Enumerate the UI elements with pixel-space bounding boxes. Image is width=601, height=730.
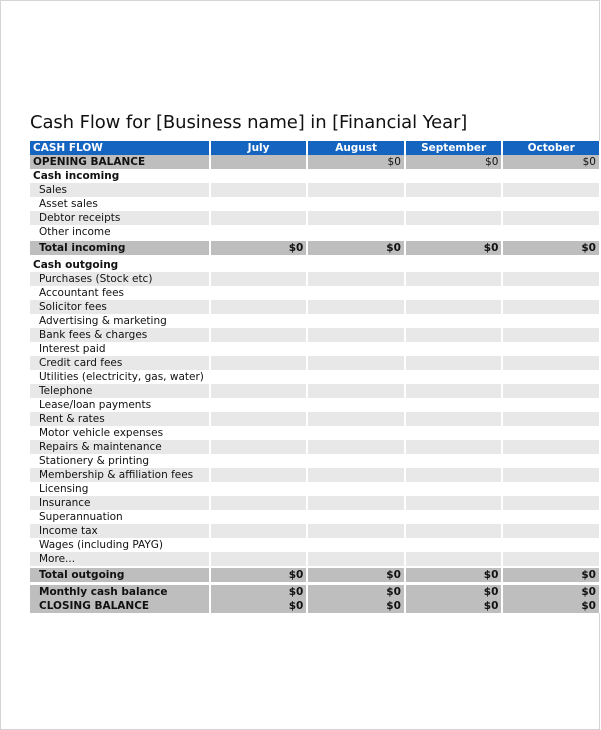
- cash-outgoing-item-cell[interactable]: [405, 300, 503, 314]
- cash-outgoing-item-label: Bank fees & charges: [30, 328, 210, 342]
- cash-incoming-item-row: [30, 225, 600, 240]
- cash-outgoing-item-cell[interactable]: [405, 440, 503, 454]
- empty-cell[interactable]: [502, 169, 600, 183]
- cash-outgoing-item-row: [30, 426, 600, 440]
- cash-incoming-heading-row: [30, 169, 600, 183]
- monthly-cash-balance-cell[interactable]: $0: [405, 585, 503, 599]
- cash-outgoing-item-label: Stationery & printing: [30, 454, 210, 468]
- cash-outgoing-item-cell[interactable]: [502, 454, 600, 468]
- cash-incoming-item-cell[interactable]: [210, 225, 308, 240]
- cash-outgoing-item-label: Motor vehicle expenses: [30, 426, 210, 440]
- cash-outgoing-item-cell[interactable]: [405, 328, 503, 342]
- month-header-october: October: [502, 141, 600, 155]
- header-row: [30, 141, 600, 155]
- cash-outgoing-item-row: [30, 412, 600, 426]
- empty-cell[interactable]: [307, 258, 405, 272]
- cash-outgoing-item-cell[interactable]: [502, 314, 600, 328]
- closing-balance-cell[interactable]: $0: [307, 599, 405, 613]
- total-incoming-cell[interactable]: $0: [502, 240, 600, 255]
- cash-outgoing-item-cell[interactable]: [210, 328, 308, 342]
- cash-outgoing-item-cell[interactable]: [502, 496, 600, 510]
- cash-outgoing-item-cell[interactable]: [210, 272, 308, 286]
- cash-incoming-item-label: Other income: [30, 225, 210, 240]
- cash-incoming-item-cell[interactable]: [307, 197, 405, 211]
- header-label: CASH FLOW: [30, 141, 210, 155]
- cash-outgoing-item-label: Utilities (electricity, gas, water): [30, 370, 210, 384]
- cash-outgoing-item-cell[interactable]: [307, 384, 405, 398]
- cash-outgoing-item-cell[interactable]: [210, 370, 308, 384]
- cash-outgoing-item-cell[interactable]: [502, 384, 600, 398]
- cash-outgoing-item-label: Telephone: [30, 384, 210, 398]
- cash-outgoing-item-cell[interactable]: [502, 300, 600, 314]
- cash-incoming-item-cell[interactable]: [307, 211, 405, 225]
- cash-outgoing-item-cell[interactable]: [210, 314, 308, 328]
- cash-outgoing-item-cell[interactable]: [405, 496, 503, 510]
- cash-incoming-item-cell[interactable]: [307, 183, 405, 197]
- cash-outgoing-item-cell[interactable]: [502, 342, 600, 356]
- cash-incoming-item-cell[interactable]: [210, 211, 308, 225]
- monthly-cash-balance-label: Monthly cash balance: [30, 585, 210, 599]
- cash-outgoing-item-row: [30, 272, 600, 286]
- opening-balance-cell[interactable]: [210, 155, 308, 169]
- opening-balance-row: [30, 155, 600, 169]
- cash-outgoing-item-cell[interactable]: [502, 468, 600, 482]
- cash-incoming-item-cell[interactable]: [405, 183, 503, 197]
- monthly-cash-balance-cell[interactable]: $0: [307, 585, 405, 599]
- cash-outgoing-item-cell[interactable]: [210, 356, 308, 370]
- cash-incoming-item-cell[interactable]: [307, 225, 405, 240]
- closing-balance-row: [30, 599, 600, 613]
- cash-outgoing-item-row: [30, 454, 600, 468]
- empty-cell[interactable]: [210, 258, 308, 272]
- cash-outgoing-item-cell[interactable]: [210, 300, 308, 314]
- cash-outgoing-item-cell[interactable]: [307, 356, 405, 370]
- cash-outgoing-item-row: [30, 286, 600, 300]
- cash-outgoing-item-cell[interactable]: [502, 412, 600, 426]
- cash-outgoing-item-row: [30, 510, 600, 524]
- cash-outgoing-item-cell[interactable]: [502, 272, 600, 286]
- cash-outgoing-item-cell[interactable]: [307, 496, 405, 510]
- cash-outgoing-item-row: [30, 524, 600, 538]
- cash-outgoing-item-cell[interactable]: [210, 454, 308, 468]
- cash-incoming-item-cell[interactable]: [210, 197, 308, 211]
- cash-outgoing-item-cell[interactable]: [307, 426, 405, 440]
- cash-outgoing-item-row: [30, 342, 600, 356]
- cash-outgoing-item-row: [30, 468, 600, 482]
- cash-outgoing-item-row: [30, 538, 600, 552]
- cash-outgoing-item-cell[interactable]: [307, 524, 405, 538]
- cash-outgoing-item-label: Rent & rates: [30, 412, 210, 426]
- cash-outgoing-item-cell[interactable]: [307, 538, 405, 552]
- cash-flow-table: [30, 141, 601, 613]
- cash-outgoing-item-cell[interactable]: [405, 286, 503, 300]
- cash-outgoing-item-cell[interactable]: [405, 468, 503, 482]
- cash-outgoing-item-cell[interactable]: [307, 342, 405, 356]
- cash-outgoing-item-cell[interactable]: [210, 552, 308, 567]
- cash-outgoing-item-label: Wages (including PAYG): [30, 538, 210, 552]
- cash-outgoing-item-cell[interactable]: [210, 482, 308, 496]
- cash-incoming-item-cell[interactable]: [502, 183, 600, 197]
- cash-outgoing-item-cell[interactable]: [502, 398, 600, 412]
- cash-incoming-item-cell[interactable]: [405, 197, 503, 211]
- cash-incoming-item-row: [30, 197, 600, 211]
- cash-outgoing-item-cell[interactable]: [210, 384, 308, 398]
- cash-outgoing-item-cell[interactable]: [307, 510, 405, 524]
- cash-outgoing-item-cell[interactable]: [405, 398, 503, 412]
- cash-outgoing-item-cell[interactable]: [210, 412, 308, 426]
- monthly-cash-balance-cell[interactable]: $0: [210, 585, 308, 599]
- closing-balance-cell[interactable]: $0: [210, 599, 308, 613]
- cash-outgoing-item-label: Membership & affiliation fees: [30, 468, 210, 482]
- cash-outgoing-item-label: Interest paid: [30, 342, 210, 356]
- cash-incoming-heading: Cash incoming: [30, 169, 210, 183]
- cash-outgoing-item-row: [30, 482, 600, 496]
- cash-outgoing-item-cell[interactable]: [405, 510, 503, 524]
- cash-outgoing-item-row: [30, 398, 600, 412]
- cash-outgoing-item-label: Solicitor fees: [30, 300, 210, 314]
- cash-outgoing-item-cell[interactable]: [210, 342, 308, 356]
- cash-flow-table-body: [30, 141, 600, 613]
- cash-outgoing-item-cell[interactable]: [405, 538, 503, 552]
- opening-balance-cell[interactable]: $0: [307, 155, 405, 169]
- cash-outgoing-item-label: Credit card fees: [30, 356, 210, 370]
- cash-outgoing-item-cell[interactable]: [502, 524, 600, 538]
- cash-outgoing-item-cell[interactable]: [405, 524, 503, 538]
- month-header-july: July: [210, 141, 308, 155]
- cash-outgoing-item-cell[interactable]: [210, 538, 308, 552]
- cash-outgoing-item-cell[interactable]: [210, 496, 308, 510]
- total-incoming-cell[interactable]: $0: [307, 240, 405, 255]
- cash-outgoing-item-row: [30, 356, 600, 370]
- total-outgoing-cell[interactable]: $0: [405, 567, 503, 582]
- cash-outgoing-item-row: [30, 314, 600, 328]
- empty-cell[interactable]: [405, 169, 503, 183]
- cash-outgoing-item-label: Accountant fees: [30, 286, 210, 300]
- cash-incoming-item-cell[interactable]: [502, 211, 600, 225]
- cash-outgoing-item-row: [30, 328, 600, 342]
- cash-outgoing-item-cell[interactable]: [307, 286, 405, 300]
- cash-outgoing-item-cell[interactable]: [307, 552, 405, 567]
- total-outgoing-cell[interactable]: $0: [210, 567, 308, 582]
- cash-outgoing-item-cell[interactable]: [405, 314, 503, 328]
- cash-outgoing-item-cell[interactable]: [502, 328, 600, 342]
- closing-balance-label: CLOSING BALANCE: [30, 599, 210, 613]
- cash-outgoing-heading: Cash outgoing: [30, 258, 210, 272]
- cash-outgoing-item-cell[interactable]: [210, 510, 308, 524]
- empty-cell[interactable]: [405, 258, 503, 272]
- total-outgoing-label: Total outgoing: [30, 567, 210, 582]
- cash-outgoing-item-row: [30, 300, 600, 314]
- monthly-cash-balance-cell[interactable]: $0: [502, 585, 600, 599]
- closing-balance-cell[interactable]: $0: [502, 599, 600, 613]
- opening-balance-cell[interactable]: $0: [502, 155, 600, 169]
- cash-outgoing-item-label: Insurance: [30, 496, 210, 510]
- month-header-september: September: [405, 141, 503, 155]
- month-header-august: August: [307, 141, 405, 155]
- cash-outgoing-item-cell[interactable]: [307, 328, 405, 342]
- cash-outgoing-heading-row: [30, 258, 600, 272]
- cash-outgoing-item-row: [30, 552, 600, 567]
- cash-incoming-item-cell[interactable]: [502, 197, 600, 211]
- empty-cell[interactable]: [210, 169, 308, 183]
- closing-balance-cell[interactable]: $0: [405, 599, 503, 613]
- cash-outgoing-item-cell[interactable]: [210, 426, 308, 440]
- cash-outgoing-item-cell[interactable]: [210, 468, 308, 482]
- cash-outgoing-item-row: [30, 370, 600, 384]
- cash-outgoing-item-cell[interactable]: [307, 272, 405, 286]
- cash-outgoing-item-cell[interactable]: [405, 412, 503, 426]
- cash-incoming-item-row: [30, 183, 600, 197]
- cash-incoming-item-row: [30, 211, 600, 225]
- cash-outgoing-item-cell[interactable]: [210, 440, 308, 454]
- cash-outgoing-item-label: More...: [30, 552, 210, 567]
- cash-outgoing-item-cell[interactable]: [307, 370, 405, 384]
- cash-outgoing-item-cell[interactable]: [210, 398, 308, 412]
- monthly-cash-balance-row: [30, 585, 600, 599]
- cash-incoming-item-cell[interactable]: [405, 211, 503, 225]
- cash-outgoing-item-cell[interactable]: [502, 426, 600, 440]
- cash-incoming-item-label: Debtor receipts: [30, 211, 210, 225]
- cash-outgoing-item-cell[interactable]: [405, 384, 503, 398]
- cash-outgoing-item-cell[interactable]: [405, 454, 503, 468]
- cash-outgoing-item-label: Licensing: [30, 482, 210, 496]
- total-incoming-label: Total incoming: [30, 240, 210, 255]
- cash-outgoing-item-cell[interactable]: [307, 398, 405, 412]
- cash-flow-sheet: [30, 141, 596, 613]
- cash-outgoing-item-cell[interactable]: [210, 286, 308, 300]
- cash-outgoing-item-label: Income tax: [30, 524, 210, 538]
- cash-outgoing-item-cell[interactable]: [502, 440, 600, 454]
- cash-outgoing-item-cell[interactable]: [210, 524, 308, 538]
- total-incoming-cell[interactable]: $0: [210, 240, 308, 255]
- cash-incoming-item-label: Sales: [30, 183, 210, 197]
- opening-balance-cell[interactable]: $0: [405, 155, 503, 169]
- cash-outgoing-item-cell[interactable]: [307, 468, 405, 482]
- cash-outgoing-item-cell[interactable]: [307, 300, 405, 314]
- total-outgoing-row: [30, 567, 600, 582]
- cash-incoming-item-cell[interactable]: [502, 225, 600, 240]
- opening-balance-label: OPENING BALANCE: [30, 155, 210, 169]
- cash-outgoing-item-cell[interactable]: [502, 538, 600, 552]
- cash-outgoing-item-cell[interactable]: [405, 272, 503, 286]
- empty-cell[interactable]: [307, 169, 405, 183]
- cash-outgoing-item-row: [30, 440, 600, 454]
- total-incoming-cell[interactable]: $0: [405, 240, 503, 255]
- empty-cell[interactable]: [502, 258, 600, 272]
- cash-outgoing-item-cell[interactable]: [307, 440, 405, 454]
- cash-outgoing-item-cell[interactable]: [405, 482, 503, 496]
- cash-outgoing-item-row: [30, 384, 600, 398]
- cash-outgoing-item-cell[interactable]: [405, 342, 503, 356]
- cash-incoming-item-cell[interactable]: [210, 183, 308, 197]
- cash-outgoing-item-cell[interactable]: [405, 370, 503, 384]
- cash-outgoing-item-cell[interactable]: [307, 454, 405, 468]
- cash-outgoing-item-cell[interactable]: [307, 412, 405, 426]
- total-outgoing-cell[interactable]: $0: [502, 567, 600, 582]
- cash-outgoing-item-cell[interactable]: [307, 314, 405, 328]
- cash-outgoing-item-cell[interactable]: [405, 356, 503, 370]
- cash-outgoing-item-cell[interactable]: [502, 356, 600, 370]
- cash-outgoing-item-cell[interactable]: [502, 286, 600, 300]
- cash-outgoing-item-cell[interactable]: [502, 510, 600, 524]
- cash-outgoing-item-label: Superannuation: [30, 510, 210, 524]
- cash-outgoing-item-label: Lease/loan payments: [30, 398, 210, 412]
- cash-outgoing-item-cell[interactable]: [502, 482, 600, 496]
- cash-outgoing-item-label: Repairs & maintenance: [30, 440, 210, 454]
- cash-outgoing-item-cell[interactable]: [405, 552, 503, 567]
- document-title: Cash Flow for [Business name] in [Financial Year]: [30, 112, 468, 133]
- cash-outgoing-item-label: Purchases (Stock etc): [30, 272, 210, 286]
- total-outgoing-cell[interactable]: $0: [307, 567, 405, 582]
- cash-outgoing-item-row: [30, 496, 600, 510]
- cash-outgoing-item-label: Advertising & marketing: [30, 314, 210, 328]
- cash-outgoing-item-cell[interactable]: [502, 370, 600, 384]
- cash-outgoing-item-cell[interactable]: [307, 482, 405, 496]
- cash-outgoing-item-cell[interactable]: [405, 426, 503, 440]
- cash-incoming-item-cell[interactable]: [405, 225, 503, 240]
- total-incoming-row: [30, 240, 600, 255]
- cash-incoming-item-label: Asset sales: [30, 197, 210, 211]
- cash-outgoing-item-cell[interactable]: [502, 552, 600, 567]
